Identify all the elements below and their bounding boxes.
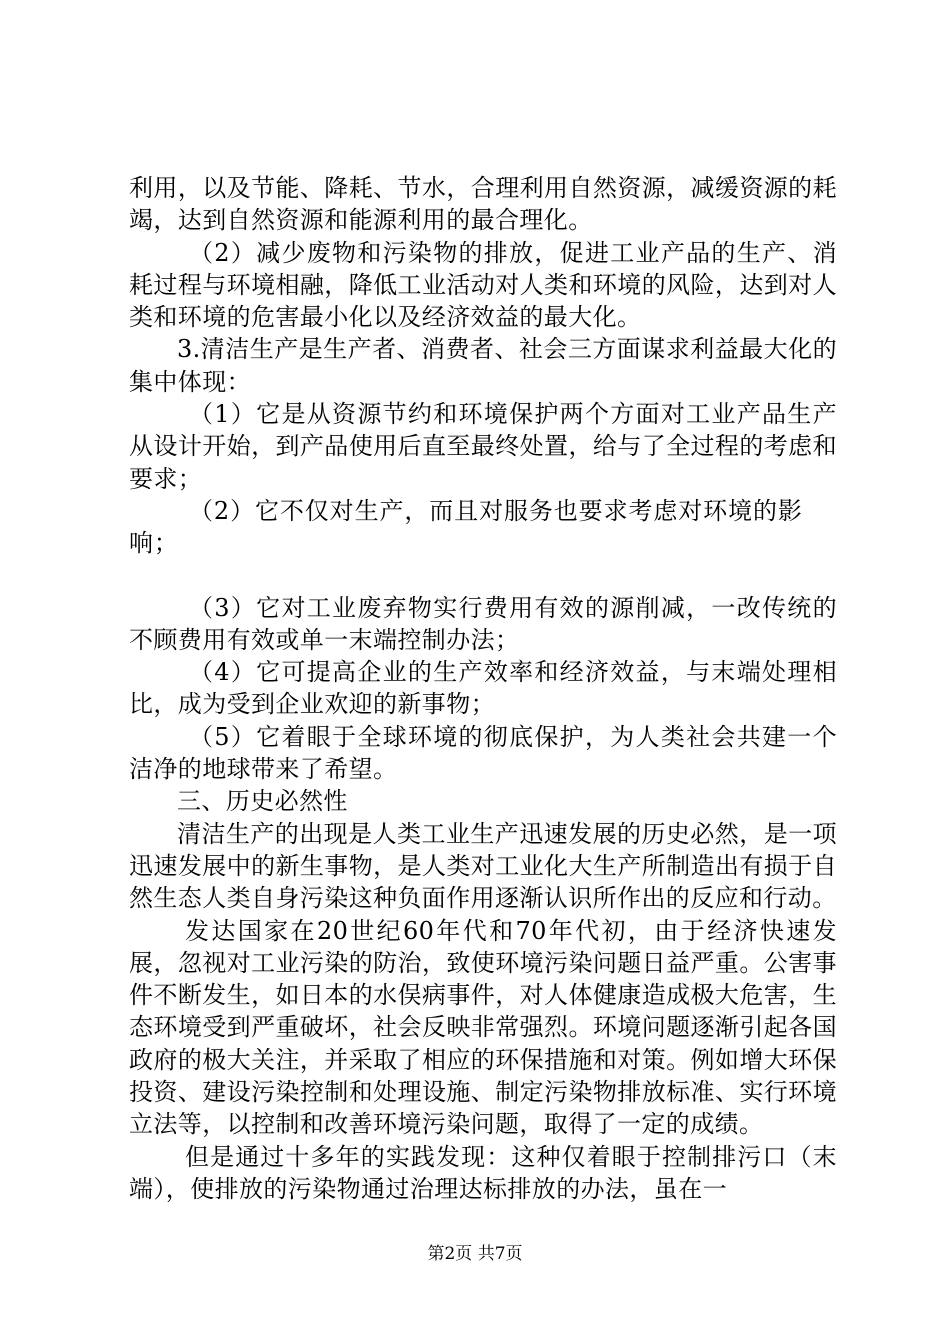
page-footer: 第2页 共7页 [427,1244,523,1264]
paragraph-continuation: 利用，以及节能、降耗、节水，合理利用自然资源，减缓资源的耗竭，达到自然资源和能源利用的最合理化。 [129,174,837,235]
blank-line [129,560,837,592]
paragraph-item-3: （3）它对工业废弃物实行费用有效的源削减，一改传统的不顾费用有效或单一末端控制办法； [129,593,837,654]
paragraph-item-2: （2）它不仅对生产，而且对服务也要求考虑对环境的影响； [129,496,803,558]
section-heading: 三、历史必然性 [177,787,348,816]
paragraph-item-1: （1）它是从资源节约和环境保护两个方面对工业产品生产从设计开始，到产品使用后直至最终处置，给与了全过程的考虑和要求； [129,400,837,493]
paragraph-history-1: 清洁生产的出现是人类工业生产迅速发展的历史必然，是一项迅速发展中的新生事物，是人类对工业化大生产所制造出有损于自然生态人类自身污染这种负面作用逐渐认识所作出的反应和行动。 [129,819,837,913]
document-body [129,172,837,1205]
paragraph-item-5: （5）它着眼于全球环境的彻底保护，为人类社会共建一个洁净的地球带来了希望。 [129,722,837,784]
paragraph-section-3: 3.清洁生产是生产者、消费者、社会三方面谋求利益最大化的集中体现： [129,335,837,396]
paragraph-item-4: （4）它可提高企业的生产效率和经济效益，与末端处理相比，成为受到企业欢迎的新事物； [129,658,837,719]
paragraph-history-3: 但是通过十多年的实践发现：这种仅着眼于控制排污口（末端），使排放的污染物通过治理达标排放的办法，虽在一 [129,1142,837,1203]
paragraph-history-2: 发达国家在20世纪60年代和70年代初，由于经济快速发展，忽视对工业污染的防治，致使环境污染问题日益严重。公害事件不断发生，如日本的水俣病事件，对人体健康造成极大危害，生态环境受到严重破坏，社会反映非常强烈。环境问题逐渐引起各国政府的极大关注，并采取了相应的环保措施和对策。例如增大环保投资、建设污染控制和处理设施、制定污染物排放标准、实行环境立法等，以控制和改善环境污染问题，取得了一定的成绩。 [129,916,837,1139]
paragraph-point-2: （2）减少废物和污染物的排放，促进工业产品的生产、消耗过程与环境相融，降低工业活动对人类和环境的风险，达到对人类和环境的危害最小化以及经济效益的最大化。 [129,238,837,332]
